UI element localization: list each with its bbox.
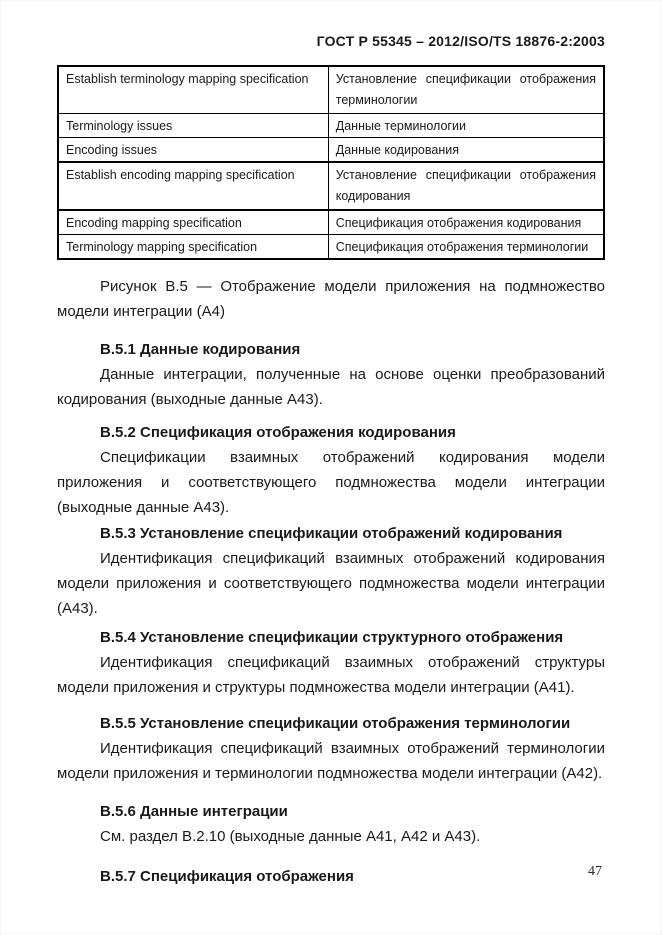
section-heading: В.5.2 Спецификация отображения кодирования: [100, 424, 456, 441]
table-cell-en: Terminology issues: [58, 114, 328, 138]
section-b-5-5: [57, 711, 605, 786]
section-heading: В.5.5 Установление спецификации отображения терминологии: [100, 715, 571, 732]
table-row: [58, 66, 604, 114]
section-paragraph: Спецификации взаимных отображений кодирования модели приложения и соответствующего подмножества модели интеграции (выходные данные А43).: [57, 449, 605, 516]
table-row: [58, 114, 604, 138]
table-cell-ru: Данные терминологии: [328, 114, 604, 138]
figure-caption: Рисунок В.5 — Отображение модели приложения на подмножество модели интеграции (А4): [57, 278, 605, 320]
section-b-5-1: [57, 337, 605, 412]
table-cell-en: Terminology mapping specification: [58, 235, 328, 260]
section-b-5-3: [57, 521, 605, 621]
table-cell-ru: Установление спецификации отображения кодирования: [328, 162, 604, 210]
terminology-mapping-table: [57, 65, 605, 260]
table-cell-en: Encoding mapping specification: [58, 210, 328, 235]
section-heading: В.5.3 Установление спецификации отображений кодирования: [100, 525, 563, 542]
section-paragraph: Идентификация спецификаций взаимных отображений структуры модели приложения и структуры подмножества модели интеграции (А41).: [57, 654, 605, 696]
document-header: ГОСТ Р 55345 – 2012/ISO/TS 18876-2:2003: [316, 33, 605, 49]
table-row: [58, 210, 604, 235]
table-row: [58, 235, 604, 260]
table-cell-en: Establish terminology mapping specification: [58, 66, 328, 114]
table-cell-en: Encoding issues: [58, 138, 328, 163]
table-cell-en: Establish encoding mapping specification: [58, 162, 328, 210]
table-cell-ru: Установление спецификации отображения терминологии: [328, 66, 604, 114]
section-b-5-7: [57, 864, 605, 889]
page-content: [57, 0, 605, 889]
section-paragraph: Данные интеграции, полученные на основе оценки преобразований кодирования (выходные данные А43).: [57, 366, 605, 408]
table-cell-ru: Спецификация отображения кодирования: [328, 210, 604, 235]
table-cell-ru: Данные кодирования: [328, 138, 604, 163]
page-number: 47: [588, 864, 602, 879]
table-row: [58, 138, 604, 163]
section-paragraph: Идентификация спецификаций взаимных отображений терминологии модели приложения и терминологии подмножества модели интеграции (А42).: [57, 740, 605, 782]
section-heading: В.5.7 Спецификация отображения: [100, 868, 354, 885]
section-paragraph: См. раздел В.2.10 (выходные данные А41, А42 и А43).: [100, 828, 481, 845]
section-b-5-2: [57, 420, 605, 520]
section-b-5-4: [57, 625, 605, 700]
section-heading: В.5.4 Установление спецификации структурного отображения: [100, 629, 564, 646]
section-paragraph: Идентификация спецификаций взаимных отображений кодирования модели приложения и соответствующего подмножества модели интеграции (А43).: [57, 550, 605, 617]
table-row: [58, 162, 604, 210]
section-b-5-6: [57, 799, 605, 849]
section-heading: В.5.1 Данные кодирования: [100, 341, 301, 358]
table-cell-ru: Спецификация отображения терминологии: [328, 235, 604, 260]
section-heading: В.5.6 Данные интеграции: [100, 803, 288, 820]
